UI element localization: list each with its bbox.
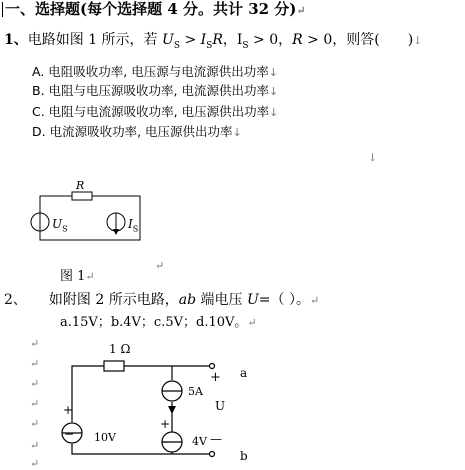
fig2-terminal-a: a [240,366,248,380]
fig2-plus-top: + [210,370,221,385]
fig2-label-resistor: 1 Ω [109,342,131,356]
question-1-number: 1、 [4,32,28,48]
q1-option-c[interactable] [32,106,278,119]
question-2-text: 如附图 2 所示电路， [48,292,179,308]
figure-1-caption [60,270,95,283]
fig2-minus-left: − [64,427,75,441]
cond-3-rest: > 0，则答( [302,32,380,48]
paragraph-mark: ↵ [155,259,165,272]
fig2-minus-right: − [160,435,171,449]
var-r: R [292,32,303,48]
paragraph-mark: ↵ [30,439,40,452]
question-1-text: 电路如图 1 所示，若 [27,32,158,48]
paragraph-mark: ↵ [30,377,40,390]
question-2-text-c: =（ ）。 [258,292,310,308]
choices-text: a.15V；b.4V；c.5V；d.10V。 [60,315,248,330]
fig2-label-4v: 4V [192,435,207,448]
paragraph-mark: ↵ [30,457,40,470]
fig2-plus-right: + [160,417,171,431]
var-r: R [212,32,223,48]
resistor-icon [72,192,92,200]
var-u: U [246,292,259,308]
fig2-label-5a: 5A [188,385,203,398]
question-2-number: 2、 [4,292,27,308]
paragraph-mark: ↵ [247,316,257,329]
sub-s: S [206,40,213,51]
terminal-a-icon [210,364,215,369]
fig2-minus-bottom: — [210,432,222,446]
var-ab: ab [178,292,197,308]
line-mark: ↓ [269,106,279,119]
question-1-stem [4,33,422,51]
option-text: B. 电阻与电压源吸收功率, 电流源供出功率 [32,83,269,98]
question-2-text-b: 端电压 [196,292,247,308]
paragraph-mark: ↵ [30,337,40,350]
q1-option-b[interactable] [32,85,278,98]
fig2-plus-left: + [63,403,74,417]
question-2-stem [4,293,319,307]
fig1-label-is [128,218,138,233]
paragraph-mark: ↵ [30,417,40,430]
line-mark: ↓ [413,34,423,47]
sub-s: S [132,224,139,234]
var-i: I [128,217,133,231]
paragraph-mark: ↵ [296,4,306,17]
resistor-icon [104,361,124,371]
line-mark: ↓ [268,85,279,98]
figure-1-circuit [30,179,170,242]
sub-s: S [173,40,180,51]
op-gt: > [180,32,201,48]
line-mark: ↓ [368,151,378,164]
line-mark: ↓ [232,126,242,139]
var-u: U [52,217,63,231]
option-text: A. 电阻吸收功率, 电压源与电流源供出功率 [32,64,269,79]
fig1-label-r: R [76,179,85,192]
blank-close: ) [407,32,414,48]
question-2-choices [60,316,257,329]
paragraph-mark: ↵ [30,357,40,370]
sub-s: S [62,224,68,234]
fig2-label-10v: 10V [94,431,116,444]
var-u: U [162,32,174,48]
fig2-u-label: U [215,399,226,413]
section-heading [2,2,306,17]
paragraph-mark: ↵ [30,397,40,410]
fig1-label-us [52,218,68,233]
section-heading-text: 一、选择题(每个选择题 4 分。共计 32 分) [5,0,297,18]
fig2-terminal-b: b [240,449,248,463]
option-text: D. 电流源吸收功率, 电压源供出功率 [32,124,233,139]
arrow-down-icon [168,406,176,414]
q1-option-d[interactable] [32,126,242,139]
cond-2: ，I [222,32,243,48]
line-mark: ↓ [268,66,278,79]
q1-option-a[interactable] [32,66,278,79]
caption-text: 图 1 [60,269,86,284]
paragraph-mark: ↵ [85,270,95,283]
option-text: C. 电阻与电流源吸收功率, 电压源供出功率 [32,104,270,119]
paragraph-mark: ↵ [309,294,320,307]
sub-s: S [242,40,249,51]
terminal-b-icon [210,452,215,457]
cond-2-rest: > 0， [248,32,293,48]
var-i: I [200,32,207,48]
